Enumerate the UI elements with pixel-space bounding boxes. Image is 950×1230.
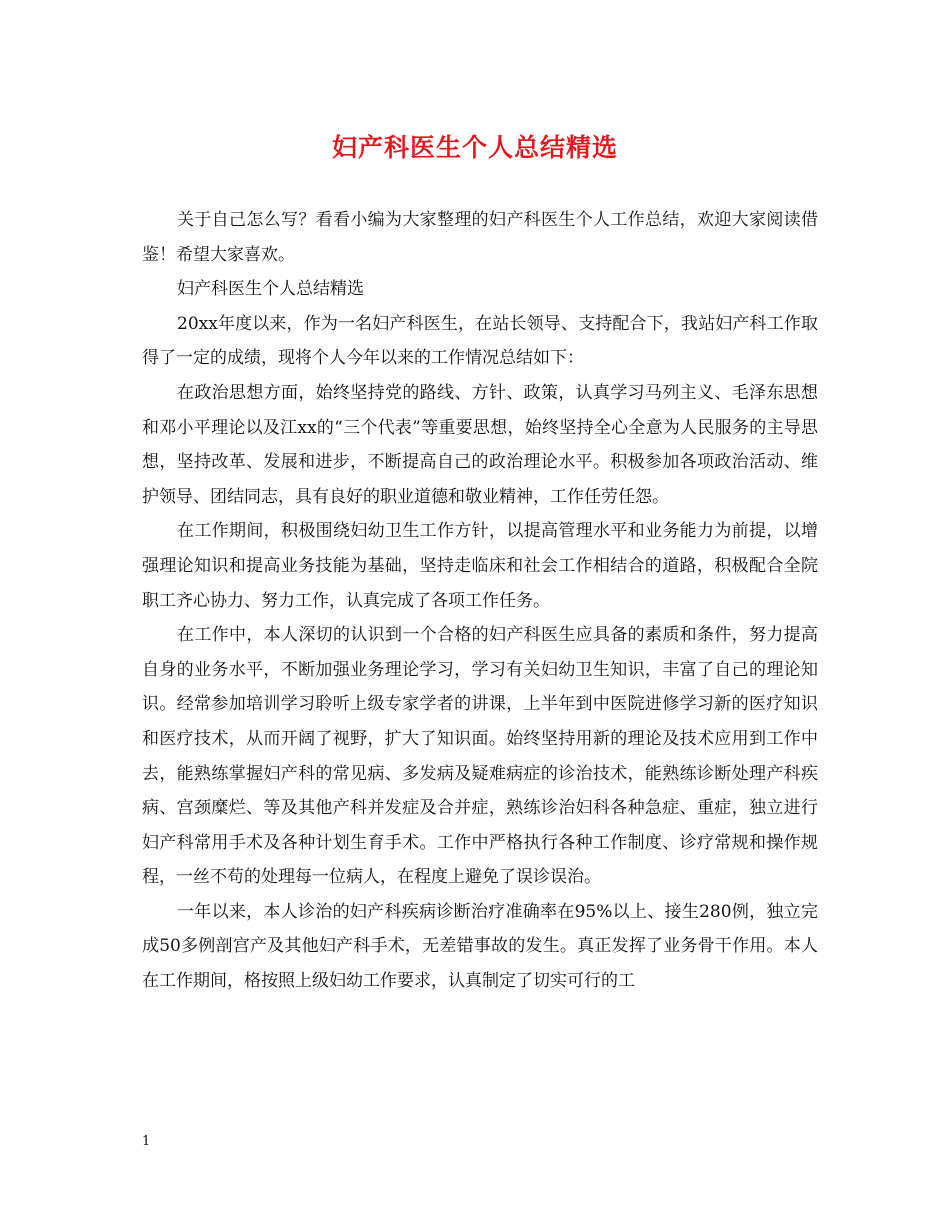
paragraph-work-skills: 在工作中，本人深切的认识到一个合格的妇产科医生应具备的素质和条件，努力提高自身的业务水平，不断加强业务理论学习，学习有关妇幼卫生知识，丰富了自己的理论知识。经常参加培训学习聆听上级专家学者的讲课，上半年到中医院进修学习新的医疗知识和医疗技术，从而开阔了视野，扩大了知识面。始终坚持用新的理论及技术应用到工作中去，能熟练掌握妇产科的常见病、多发病及疑难病症的诊治技术，能熟练诊断处理产科疾病、宫颈糜烂、等及其他产科并发症及合并症，熟练诊治妇科各种急症、重症，独立进行妇产科常用手术及各种计划生育手术。工作中严格执行各种工作制度、诊疗常规和操作规程，一丝不苟的处理每一位病人，在程度上避免了误诊误治。: [142, 625, 818, 888]
paragraph-political: 在政治思想方面，始终坚持党的路线、方针、政策，认真学习马列主义、毛泽东思想和邓小平理论以及江xx的“三个代表”等重要思想，始终坚持全心全意为人民服务的主导思想，坚持改革、发展和进步，不断提高自己的政治理论水平。积极参加各项政治活动、维护领导、团结同志，具有良好的职业道德和敬业精神，工作任劳任怨。: [142, 382, 818, 507]
paragraph-intro: 关于自己怎么写？看看小编为大家整理的妇产科医生个人工作总结，欢迎大家阅读借鉴！希望大家喜欢。: [142, 210, 818, 265]
document-body: [142, 203, 818, 999]
page-number: 1: [142, 1134, 151, 1149]
paragraph-subtitle: 妇产科医生个人总结精选: [177, 279, 364, 300]
paragraph-opening: 20xx年度以来，作为一名妇产科医生，在站长领导、支持配合下，我站妇产科工作取得了一定的成绩，现将个人今年以来的工作情况总结如下：: [142, 313, 818, 369]
document-title: 妇产科医生个人总结精选: [331, 133, 618, 162]
paragraph-achievements: 一年以来，本人诊治的妇产科疾病诊断治疗准确率在95%以上、接生280例，独立完成50多例剖宫产及其他妇产科手术，无差错事故的发生。真正发挥了业务骨干作用。本人在工作期间，格按照上级妇幼工作要求，认真制定了切实可行的工: [142, 901, 818, 992]
paragraph-work-period: 在工作期间，积极围绕妇幼卫生工作方针，以提高管理水平和业务能力为前提，以增强理论知识和提高业务技能为基础，坚持走临床和社会工作相结合的道路，积极配合全院职工齐心协力、努力工作，认真完成了各项工作任务。: [142, 521, 818, 611]
